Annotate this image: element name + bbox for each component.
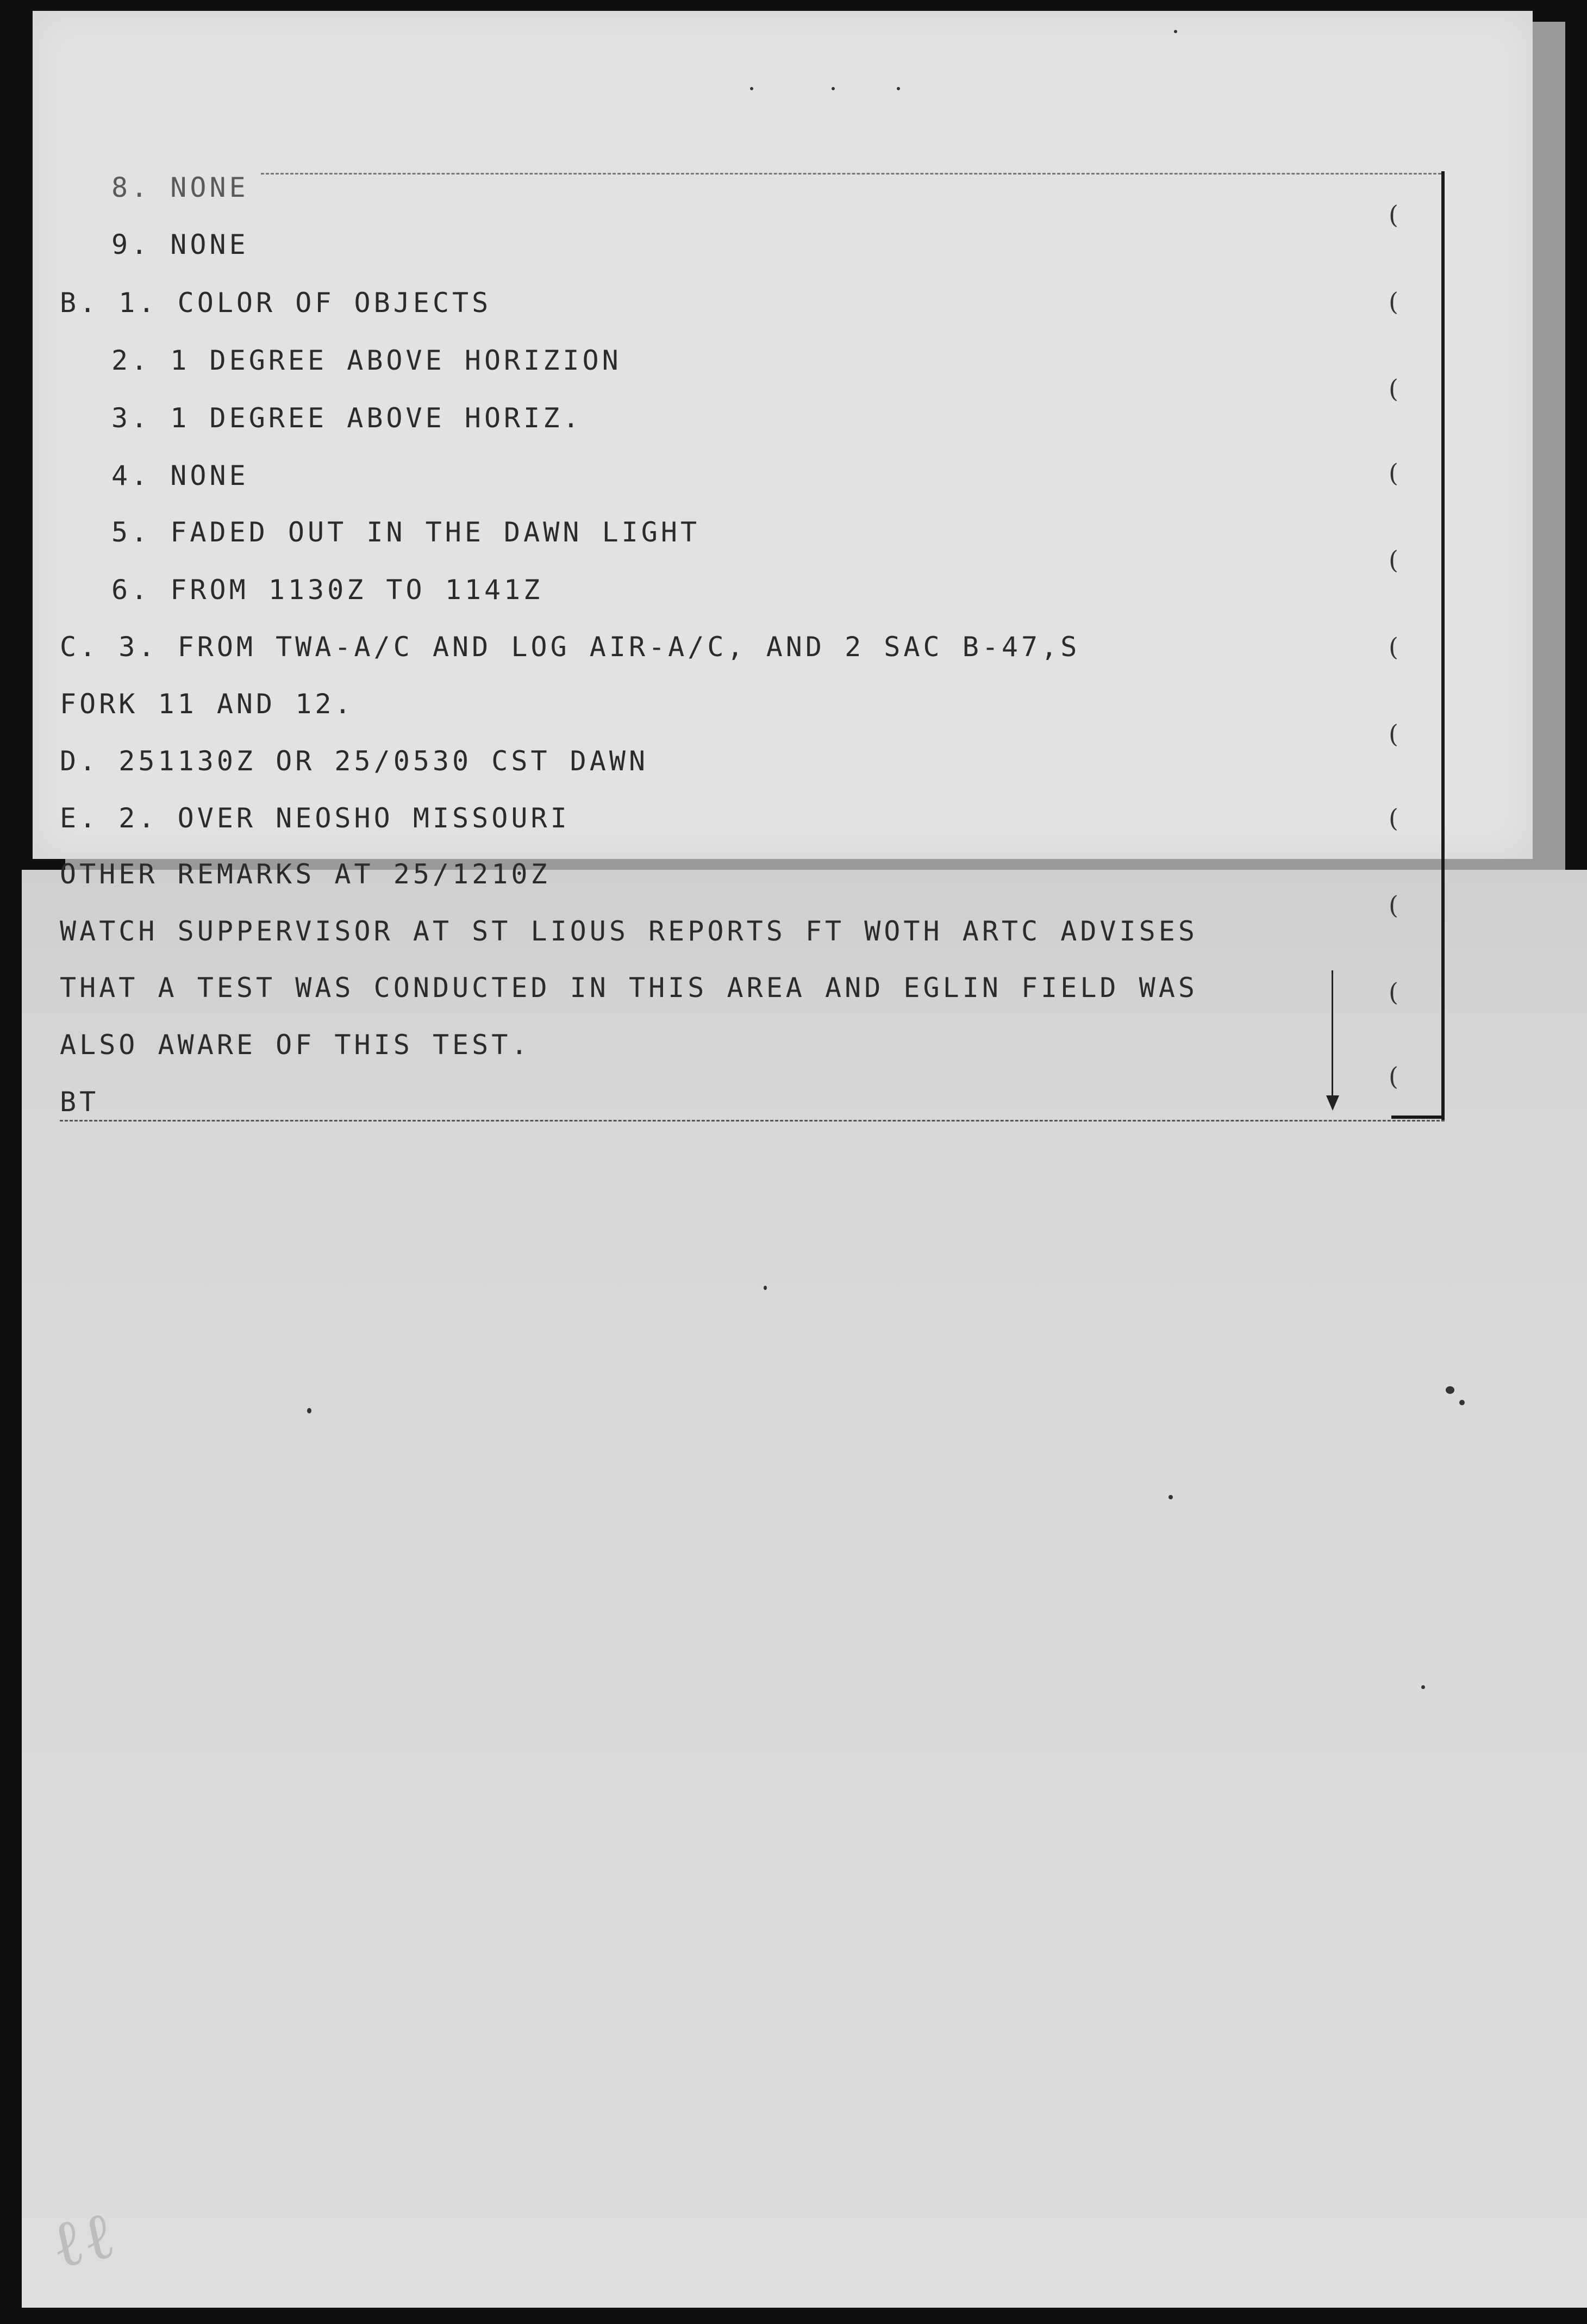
sprocket-hole-icon: ( [1389,977,1398,1007]
dust-speck [750,87,753,90]
line-item-e2: E. 2. OVER NEOSHO MISSOURI [60,802,570,834]
dust-speck [897,87,900,90]
dust-speck [832,87,835,90]
message-box-bottom-border [60,1120,1445,1123]
sprocket-hole-icon: ( [1389,545,1398,575]
line-test-conducted: THAT A TEST WAS CONDUCTED IN THIS AREA AND EGLIN FIELD WAS [60,972,1198,1004]
line-item-b4: 4. NONE [111,460,249,491]
dust-speck [764,1286,767,1290]
sprocket-hole-icon: ( [1389,890,1398,920]
line-item-c3-cont: FORK 11 AND 12. [60,688,354,720]
dust-speck [1459,1400,1465,1405]
line-item-b6: 6. FROM 1130Z TO 1141Z [111,574,543,606]
line-watch-supervisor: WATCH SUPPERVISOR AT ST LIOUS REPORTS FT WOTH ARTC ADVISES [60,915,1198,947]
line-item-8: 8. NONE [111,172,249,203]
line-item-b2: 2. 1 DEGREE ABOVE HORIZION [111,345,622,376]
line-item-9: 9. NONE [111,229,249,260]
line-also-aware: ALSO AWARE OF THIS TEST. [60,1029,531,1061]
sprocket-hole-icon: ( [1389,200,1398,229]
sprocket-hole-icon: ( [1389,374,1398,403]
dust-speck [1446,1386,1454,1394]
line-item-b5: 5. FADED OUT IN THE DAWN LIGHT [111,516,701,548]
sprocket-hole-icon: ( [1389,719,1398,749]
down-arrow-head-icon [1326,1095,1339,1111]
teletype-message [60,171,1451,1120]
dust-speck [1421,1685,1425,1689]
dust-speck [1169,1495,1173,1499]
line-bt: BT [60,1086,99,1118]
sprocket-hole-icon: ( [1389,287,1398,316]
sprocket-hole-icon: ( [1389,458,1398,488]
dust-speck [307,1408,311,1413]
down-arrow-icon [1332,970,1333,1104]
line-other-remarks: OTHER REMARKS AT 25/1210Z [60,858,551,890]
line-item-b3: 3. 1 DEGREE ABOVE HORIZ. [111,402,583,434]
line-item-c3: C. 3. FROM TWA-A/C AND LOG AIR-A/C, AND 2 SAC B-47,S [60,631,1080,663]
line-item-d: D. 251130Z OR 25/0530 CST DAWN [60,745,649,777]
line-item-b1: B. 1. COLOR OF OBJECTS [60,287,492,319]
dust-speck [1174,30,1177,33]
faint-handwritten-mark: ℓℓ [44,2197,121,2284]
sprocket-hole-icon: ( [1389,1062,1398,1091]
sprocket-hole-icon: ( [1389,803,1398,833]
sprocket-hole-icon: ( [1389,632,1398,662]
